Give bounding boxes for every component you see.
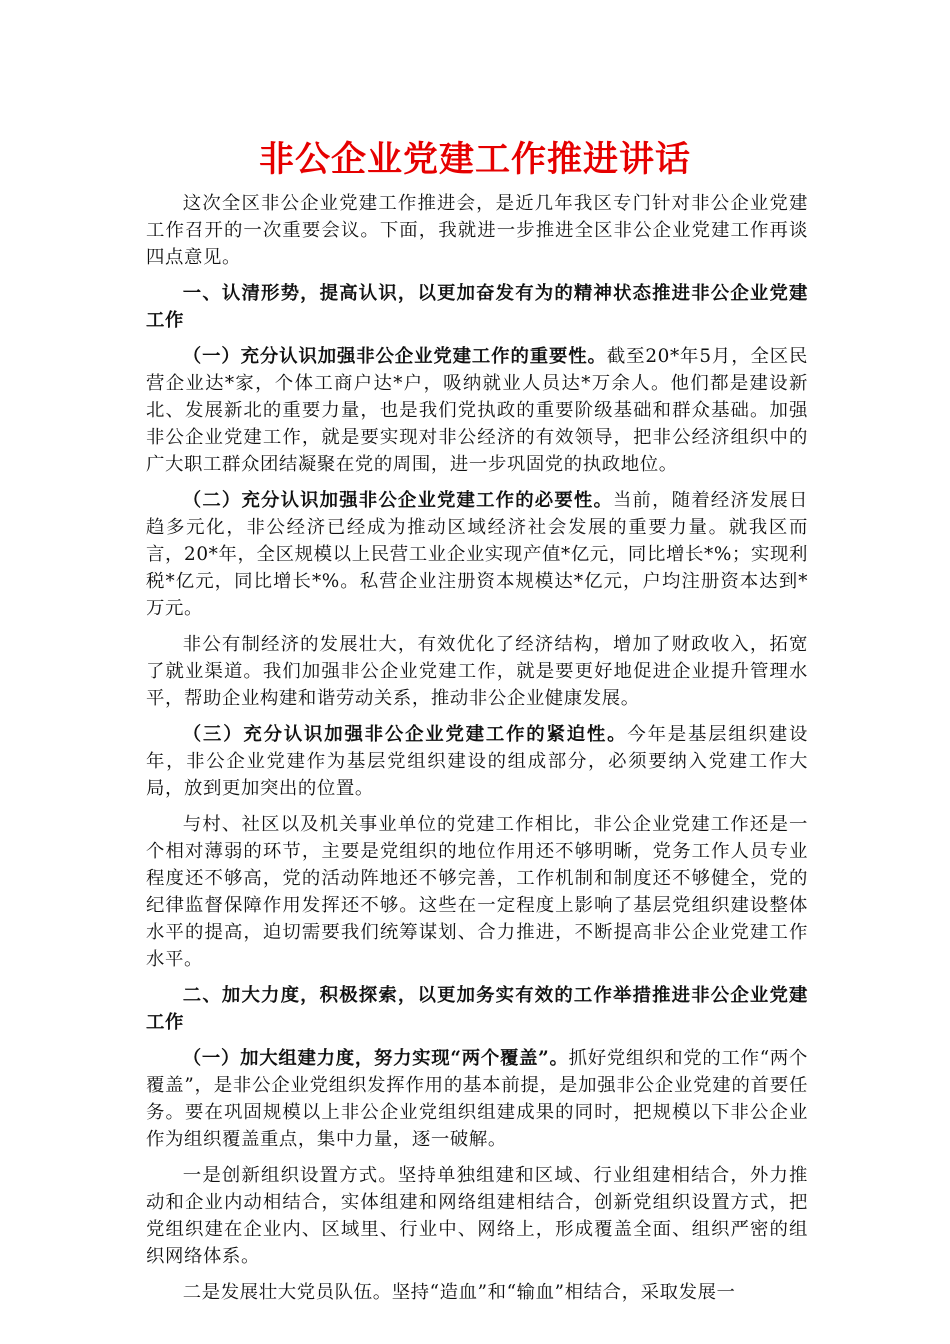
section-2-paragraph-3: 二是发展壮大党员队伍。坚持“造血”和“输血”相结合，采取发展一 xyxy=(182,1282,736,1303)
document-title: 非公企业党建工作推进讲话 xyxy=(258,139,691,180)
section-1-paragraph-4 xyxy=(146,721,808,802)
section-2-point-1-lead: （一）加大组建力度，努力实现“两个覆盖”。 xyxy=(182,1048,569,1069)
document-body xyxy=(146,190,808,1315)
section-1-point-1-lead: （一）充分认识加强非公企业党建工作的重要性。 xyxy=(182,346,607,367)
section-1-paragraph-5: 与村、社区以及机关事业单位的党建工作相比，非公企业党建工作还是一个相对薄弱的环节，主要是党组织的地位作用还不够明晰，党务工作人员专业程度还不够高，党的活动阵地还不够完善，工作机制和制度还不够健全，党的纪律监督保障作用发挥还不够。这些在一定程度上影响了基层党组织建设整体水平的提高，迫切需要我们统筹谋划、合力推进，不断提高非公企业党建工作水平。 xyxy=(146,814,808,970)
section-1-heading: 一、认清形势，提高认识，以更加奋发有为的精神状态推进非公企业党建工作 xyxy=(146,283,808,331)
section-1-point-2-text: 当前，随着经济发展日趋多元化，非公经济已经成为推动区域经济社会发展的重要力量。就我区而言，20*年，全区规模以上民营工业企业实现产值*亿元，同比增长*%；实现利税*亿元，同比增长*%。私营企业注册资本规模达*亿元，户均注册资本达到*万元。 xyxy=(146,490,808,619)
section-2-paragraph-1 xyxy=(146,1045,808,1153)
section-2-point-1-text: 抓好党组织和党的工作“两个覆盖”，是非公企业党组织发挥作用的基本前提，是加强非公企业党建的首要任务。要在巩固规模以上非公企业党组织组建成果的同时，把规模以下非公企业作为组织覆盖重点，集中力量，逐一破解。 xyxy=(146,1048,808,1150)
section-1-point-3-lead: （三）充分认识加强非公企业党建工作的紧迫性。 xyxy=(182,724,628,745)
section-1-point-2-lead: （二）充分认识加强非公企业党建工作的必要性。 xyxy=(182,490,613,511)
section-1-paragraph-2 xyxy=(146,487,808,622)
section-1-point-1-text: 截至20*年5月，全区民营企业达*家，个体工商户达*户，吸纳就业人员达*万余人。他们都是建设新北、发展新北的重要力量，也是我们党执政的重要阶级基础和群众基础。加强非公企业党建工作，就是要实现对非公经济的有效领导，把非公经济组织中的广大职工群众团结凝聚在党的周围，进一步巩固党的执政地位。 xyxy=(146,346,809,475)
section-2-paragraph-2: 一是创新组织设置方式。坚持单独组建和区域、行业组建相结合，外力推动和企业内动相结合，实体组建和网络组建相结合，创新党组织设置方式，把党组织建在企业内、区域里、行业中、网络上，形成覆盖全面、组织严密的组织网络体系。 xyxy=(146,1165,808,1267)
section-1-point-3-text: 今年是基层组织建设年，非公企业党建作为基层党组织建设的组成部分，必须要纳入党建工作大局，放到更加突出的位置。 xyxy=(146,724,809,799)
section-1-paragraph-3: 非公有制经济的发展壮大，有效优化了经济结构，增加了财政收入，拓宽了就业渠道。我们加强非公企业党建工作，就是要更好地促进企业提升管理水平，帮助企业构建和谐劳动关系，推动非公企业健康发展。 xyxy=(146,634,808,709)
section-1-paragraph-1 xyxy=(146,343,808,478)
intro-paragraph: 这次全区非公企业党建工作推进会，是近几年我区专门针对非公企业党建工作召开的一次重要会议。下面，我就进一步推进全区非公企业党建工作再谈四点意见。 xyxy=(146,193,808,268)
section-2-heading: 二、加大力度，积极探索，以更加务实有效的工作举措推进非公企业党建工作 xyxy=(146,985,808,1033)
